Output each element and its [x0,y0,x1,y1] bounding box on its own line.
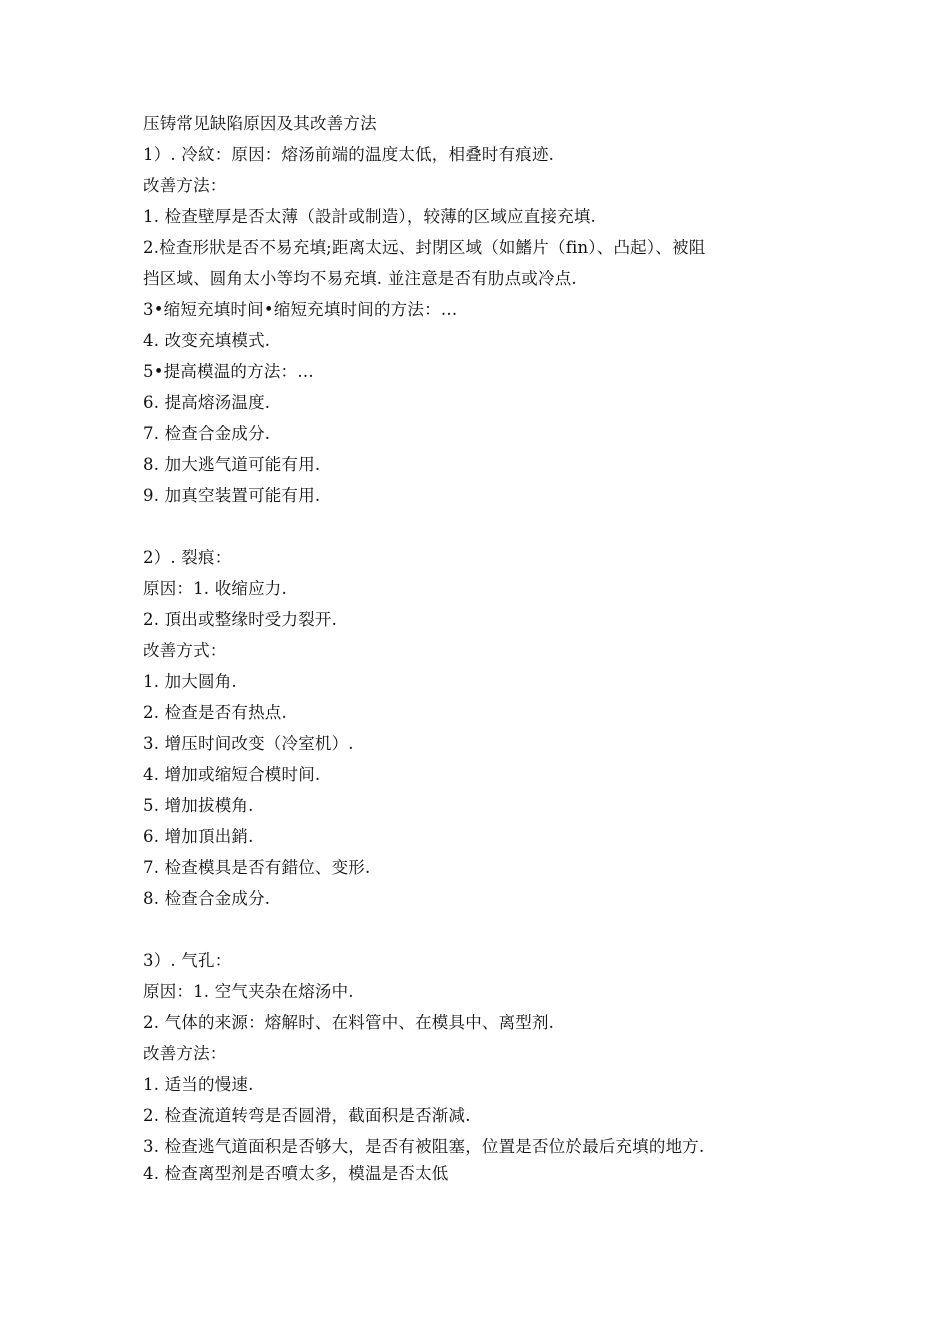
text-line: 6. 增加頂出銷. [143,827,254,846]
text-line: 1）. 冷紋：原因：熔汤前端的温度太低，相叠时有痕迹. [143,145,555,164]
text-line: 2. 检查流道转弯是否圆滑，截面积是否渐减. [143,1106,471,1125]
text-line: 3）. 气孔： [143,951,232,970]
text-line: 改善方法： [143,176,227,195]
text-line: 8. 加大逃气道可能有用. [143,455,321,474]
text-line: 5•提高模温的方法：… [143,362,314,381]
text-line: 2. 检查是否有热点. [143,703,287,722]
section-porosity [143,945,843,1186]
text-line: 5. 增加拔模角. [143,796,254,815]
text-line: 7. 检查模具是否有錯位、变形. [143,858,371,877]
text-line: 4. 改变充填模式. [143,331,271,350]
section-cracks [143,542,843,914]
text-line: 4. 增加或缩短合模时间. [143,765,321,784]
text-line: 2. 頂出或整缘时受力裂开. [143,610,338,629]
document-body [143,108,843,1186]
text-line: 3•缩短充填时间•缩短充填时间的方法：… [143,300,458,319]
text-line: 原因：1. 收缩应力. [143,579,287,598]
document-title: 压铸常见缺陷原因及其改善方法 [143,114,377,133]
text-line: 6. 提高熔汤温度. [143,393,271,412]
text-line: 7. 检查合金成分. [143,424,271,443]
text-line: 3. 检查逃气道面积是否够大，是否有被阻塞，位置是否位於最后充填的地方. [143,1137,705,1156]
text-line: 9. 加真空装置可能有用. [143,486,321,505]
text-line: 原因：1. 空气夹杂在熔汤中. [143,982,354,1001]
text-line: 改善方式： [143,641,227,660]
text-line: 1. 加大圆角. [143,672,237,691]
text-line: 2）. 裂痕： [143,548,232,567]
text-line: 挡区域、圆角太小等均不易充填. 並注意是否有肋点或冷点. [143,269,577,288]
text-line: 3. 增压时间改变（冷室机）. [143,734,354,753]
text-line: 改善方法： [143,1044,227,1063]
section-spacer [143,511,843,542]
text-line: 1. 检查壁厚是否太薄（設計或制造），较薄的区域应直接充填. [143,207,596,226]
text-line: 1. 适当的慢速. [143,1075,254,1094]
text-line: 2. 气体的来源：熔解时、在料管中、在模具中、离型剂. [143,1013,555,1032]
text-line: 8. 检查合金成分. [143,889,271,908]
section-cold-shut [143,139,843,511]
section-spacer [143,914,843,945]
text-line: 2.检查形狀是否不易充填;距离太远、封閉区域（如鰭片（fin）、凸起）、被阻 [143,238,706,257]
text-line: 4. 检查离型剂是否噴太多，模温是否太低 [143,1164,449,1183]
